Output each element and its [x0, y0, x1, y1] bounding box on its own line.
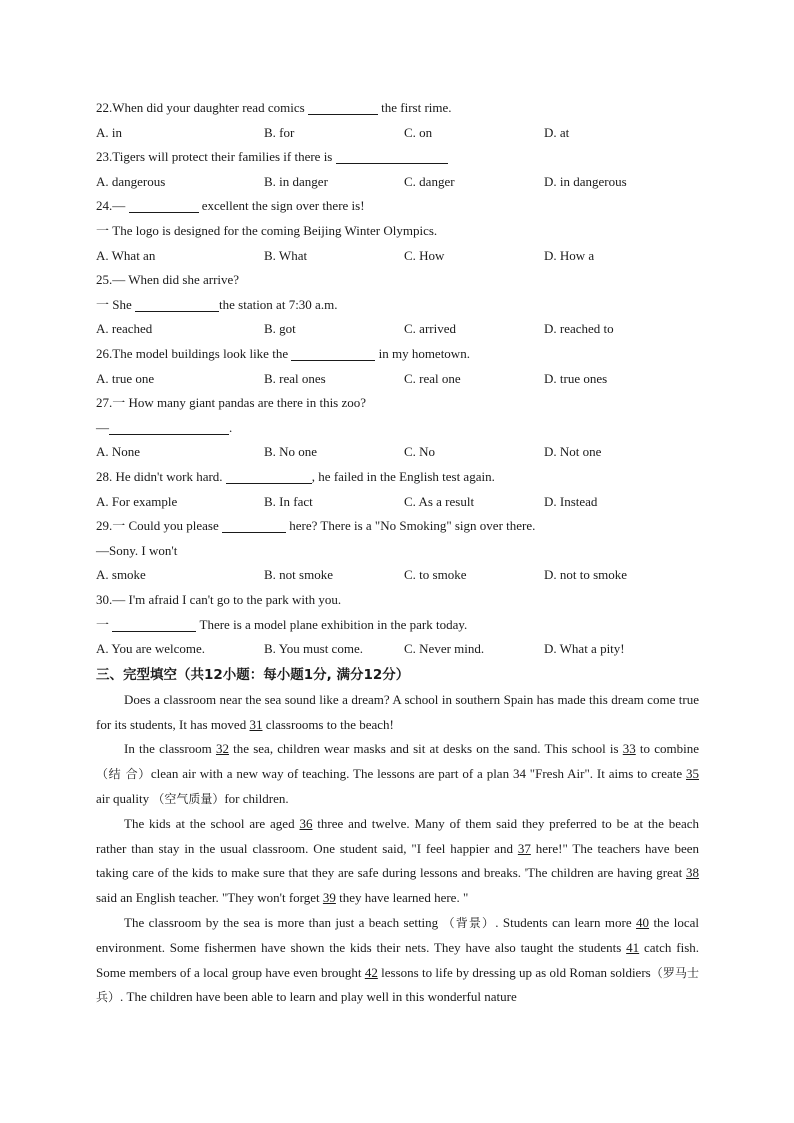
- answer-blank[interactable]: [129, 198, 199, 213]
- passage-text: lessons to life by dressing up as old Roman soldiers: [377, 964, 651, 980]
- option-a[interactable]: A. reached: [96, 321, 153, 337]
- passage-paragraph: [96, 688, 699, 738]
- passage-text: they have learned here. ": [335, 890, 469, 906]
- option-b[interactable]: B. real ones: [264, 370, 326, 386]
- chinese-gloss: （结 合）: [96, 767, 151, 782]
- option-c[interactable]: C. arrived: [404, 321, 456, 337]
- question-22-line: [96, 96, 452, 121]
- question-27-options: [96, 440, 699, 465]
- answer-blank[interactable]: [109, 420, 229, 435]
- passage-text: . The children have been able to learn and play well in this wonderful nature: [120, 989, 517, 1005]
- option-d[interactable]: D. What a pity!: [544, 641, 625, 657]
- passage-text: catch fish. Some members of a local group have even brought: [96, 939, 700, 980]
- question-26-options: [96, 367, 699, 392]
- question-30-line: [96, 613, 467, 638]
- option-d[interactable]: D. How a: [544, 247, 595, 263]
- option-a[interactable]: A. For example: [96, 493, 178, 509]
- question-23-options: [96, 170, 699, 195]
- option-d[interactable]: D. at: [544, 124, 570, 140]
- option-b[interactable]: B. got: [264, 321, 296, 337]
- option-c[interactable]: C. As a result: [404, 493, 475, 509]
- question-30-line: [96, 588, 341, 613]
- option-a[interactable]: A. What an: [96, 247, 156, 263]
- passage-text: for children.: [224, 790, 289, 806]
- passage-text: In the classroom: [124, 741, 216, 757]
- option-b[interactable]: B. not smoke: [264, 567, 333, 583]
- cloze-passage: [96, 688, 699, 1010]
- passage-text: here!" The teachers have been taking care of the kids to make sure that they are safe during lessons and breaks. 'The children are having great: [96, 840, 699, 881]
- question-text: , he failed in the English test again.: [311, 469, 495, 484]
- blank-number[interactable]: 36: [299, 815, 313, 831]
- passage-text: Does a classroom near the sea sound like a dream? A school in southern Spain has made this dream come true for its students, It has moved: [96, 691, 699, 732]
- passage-paragraph: [96, 737, 699, 811]
- passage-text: The kids at the school are aged: [124, 815, 300, 831]
- question-text: here? There is a "No Smoking" sign over there.: [286, 518, 536, 534]
- passage-text: three and twelve. Many of them said they preferred to be at the beach rather than stay in the usual classroom. One student said, "I feel happier and: [96, 815, 700, 856]
- passage-text: the local environment. Some fishermen have shown the kids their nets. They have also taught the students: [96, 914, 699, 955]
- option-b[interactable]: B. What: [264, 247, 308, 263]
- question-text: 27.一 How many giant pandas are there in this zoo?: [96, 395, 367, 411]
- blank-number[interactable]: 32: [215, 741, 229, 757]
- blank-number[interactable]: 31: [249, 716, 263, 732]
- question-text: 30.— I'm afraid I can't go to the park with you.: [96, 592, 342, 607]
- answer-blank[interactable]: [222, 518, 286, 533]
- chinese-gloss: （罗马士兵）: [96, 965, 699, 1005]
- option-a[interactable]: A. You are welcome.: [96, 641, 206, 657]
- passage-paragraph: [96, 812, 699, 911]
- answer-blank[interactable]: [336, 149, 448, 164]
- chinese-gloss: （背景）: [442, 915, 496, 930]
- question-22-options: [96, 121, 699, 146]
- option-c[interactable]: C. How: [404, 247, 445, 263]
- passage-text: to combine: [635, 741, 699, 757]
- answer-blank[interactable]: [308, 100, 378, 115]
- question-text: 一 She: [96, 296, 136, 312]
- question-25-line: [96, 268, 239, 293]
- passage-text: clean air with a new way of teaching. The lessons are part of a plan 34 "Fresh Air". It aims to create: [150, 766, 686, 782]
- option-b[interactable]: B. for: [264, 124, 295, 140]
- question-29-options: [96, 563, 699, 588]
- question-25-options: [96, 317, 699, 342]
- passage-text: classrooms to the beach!: [262, 716, 394, 732]
- question-text: 23.Tigers will protect their families if there is: [96, 149, 336, 165]
- question-28-options: [96, 490, 699, 515]
- option-c[interactable]: C. danger: [404, 173, 455, 189]
- question-27-line: [96, 391, 366, 416]
- option-c[interactable]: C. real one: [404, 370, 461, 386]
- answer-blank[interactable]: [112, 617, 196, 632]
- passage-paragraph: [96, 911, 699, 1010]
- question-29-line: [96, 539, 177, 564]
- option-c[interactable]: C. No: [404, 444, 436, 460]
- option-a[interactable]: A. dangerous: [96, 173, 166, 189]
- answer-blank[interactable]: [135, 297, 219, 312]
- question-24-line: [96, 219, 437, 244]
- option-b[interactable]: B. You must come.: [264, 641, 363, 657]
- question-text: 24.—: [96, 198, 129, 214]
- question-text: 22.When did your daughter read comics: [96, 100, 308, 115]
- question-26-line: [96, 342, 470, 367]
- passage-text: . Students can learn more: [495, 914, 637, 930]
- option-c[interactable]: C. on: [404, 124, 433, 140]
- option-b[interactable]: B. No one: [264, 444, 318, 460]
- passage-text: said an English teacher. "They won't forget: [96, 890, 323, 906]
- question-text: .: [229, 419, 233, 435]
- passage-text: The classroom by the sea is more than just a beach setting: [124, 914, 443, 930]
- question-text: 29.一 Could you please: [96, 518, 223, 534]
- option-c[interactable]: C. to smoke: [404, 567, 467, 583]
- blank-number[interactable]: 41: [626, 939, 640, 955]
- question-text: the first rime.: [377, 100, 452, 115]
- question-text: 一 The logo is designed for the coming Beijing Winter Olympics.: [96, 223, 438, 238]
- blank-number[interactable]: 38: [686, 865, 699, 881]
- option-d[interactable]: D. Instead: [544, 493, 598, 509]
- passage-text: air quality: [96, 790, 153, 806]
- question-30-options: [96, 637, 699, 662]
- blank-number[interactable]: 35: [686, 766, 699, 782]
- chinese-gloss: （空气质量）: [152, 791, 225, 806]
- question-23-line: [96, 145, 448, 170]
- option-b[interactable]: B. in danger: [264, 173, 328, 189]
- question-27-line: [96, 416, 232, 441]
- question-text: in my hometown.: [375, 346, 470, 361]
- exam-page: [96, 96, 699, 1010]
- option-d[interactable]: D. reached to: [544, 321, 614, 337]
- question-text: —: [96, 419, 109, 435]
- question-text: 28. He didn't work hard.: [96, 469, 226, 484]
- question-text: —Sony. I won't: [96, 542, 178, 558]
- question-text: 26.The model buildings look like the: [96, 346, 292, 361]
- passage-text: the sea, children wear masks and sit at desks on the sand. This school is: [228, 741, 623, 757]
- answer-blank[interactable]: [226, 469, 312, 484]
- question-25-line: [96, 293, 337, 318]
- question-text: 25.— When did she arrive?: [96, 272, 240, 288]
- option-d[interactable]: D. not to smoke: [544, 567, 628, 583]
- option-a[interactable]: A. in: [96, 124, 122, 140]
- question-text: the station at 7:30 a.m.: [219, 296, 338, 312]
- option-a[interactable]: A. None: [96, 444, 141, 460]
- question-29-line: [96, 514, 535, 539]
- blank-number[interactable]: 39: [322, 890, 336, 906]
- blank-number[interactable]: 37: [517, 840, 531, 856]
- blank-number[interactable]: 33: [622, 741, 636, 757]
- blank-number[interactable]: 42: [364, 964, 378, 980]
- answer-blank[interactable]: [291, 346, 375, 361]
- question-24-options: [96, 244, 699, 269]
- question-text: excellent the sign over there is!: [198, 198, 365, 214]
- option-d[interactable]: D. Not one: [544, 444, 602, 460]
- option-d[interactable]: D. true ones: [544, 370, 608, 386]
- question-text: There is a model plane exhibition in the park today.: [196, 616, 468, 632]
- option-b[interactable]: B. In fact: [264, 493, 313, 509]
- section-title: 三、完型填空（共12小题：每小题1分, 满分12分）: [96, 666, 410, 683]
- question-24-line: [96, 194, 365, 219]
- option-a[interactable]: A. true one: [96, 370, 155, 386]
- option-a[interactable]: A. smoke: [96, 567, 146, 583]
- option-c[interactable]: C. Never mind.: [404, 641, 485, 657]
- blank-number[interactable]: 40: [636, 914, 650, 930]
- question-text: 一: [96, 616, 113, 632]
- multiple-choice-questions: [96, 96, 699, 662]
- question-28-line: [96, 465, 495, 490]
- option-d[interactable]: D. in dangerous: [544, 173, 627, 189]
